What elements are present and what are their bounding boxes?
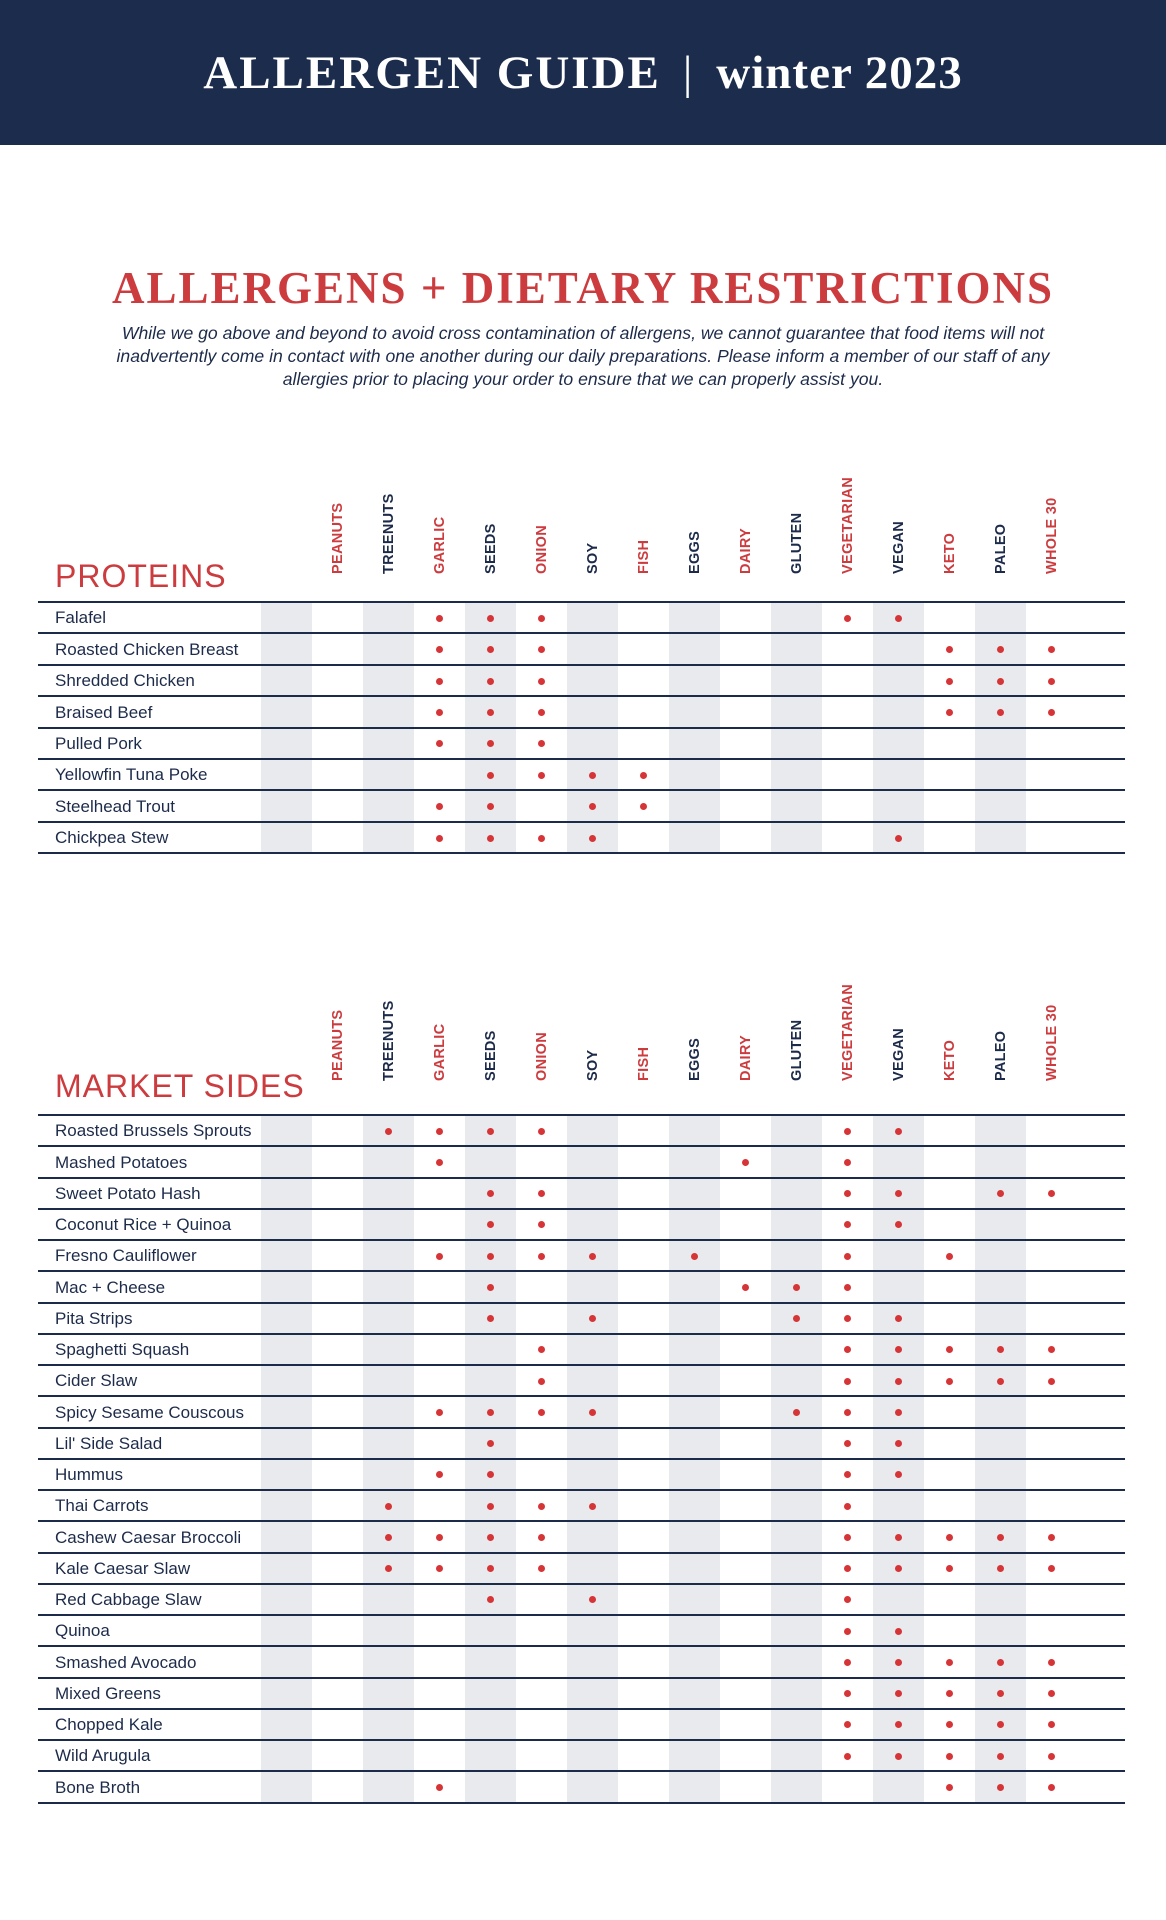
indicator-dot bbox=[844, 1503, 851, 1510]
column-header bbox=[580, 470, 606, 590]
indicator-dot bbox=[946, 678, 953, 685]
indicator-dot bbox=[487, 1128, 494, 1135]
indicator-dot bbox=[895, 1378, 902, 1385]
column-header bbox=[733, 470, 759, 590]
indicator-dot bbox=[538, 709, 545, 716]
indicator-dot bbox=[487, 678, 494, 685]
indicator-dot bbox=[742, 1159, 749, 1166]
indicator-dot bbox=[844, 1284, 851, 1291]
column-header bbox=[733, 977, 759, 1097]
column-header bbox=[376, 977, 402, 1097]
table-row bbox=[38, 603, 1125, 634]
column-header-label: TREENUTS bbox=[380, 493, 397, 574]
indicator-dot bbox=[895, 615, 902, 622]
indicator-dot bbox=[844, 1753, 851, 1760]
table-row bbox=[38, 1179, 1125, 1210]
indicator-dot bbox=[895, 1128, 902, 1135]
column-header-label: SEEDS bbox=[482, 523, 499, 574]
indicator-dot bbox=[589, 1503, 596, 1510]
table-row bbox=[38, 791, 1125, 822]
indicator-dot bbox=[487, 835, 494, 842]
table-row bbox=[38, 760, 1125, 791]
menu-item-name: Mashed Potatoes bbox=[55, 1152, 188, 1172]
menu-item-name: Roasted Brussels Sprouts bbox=[55, 1121, 252, 1141]
column-header bbox=[325, 977, 351, 1097]
menu-item-name: Chickpea Stew bbox=[55, 828, 169, 848]
column-header bbox=[1039, 470, 1065, 590]
column-header bbox=[784, 977, 810, 1097]
indicator-dot bbox=[385, 1503, 392, 1510]
menu-item-name: Coconut Rice + Quinoa bbox=[55, 1215, 232, 1234]
indicator-dot bbox=[589, 1253, 596, 1260]
indicator-dot bbox=[895, 1659, 902, 1666]
indicator-dot bbox=[946, 1378, 953, 1385]
column-header-label: VEGETARIAN bbox=[839, 477, 856, 574]
menu-item-name: Braised Beef bbox=[55, 702, 153, 722]
indicator-dot bbox=[436, 1534, 443, 1541]
indicator-dot bbox=[895, 1534, 902, 1541]
indicator-dot bbox=[538, 1378, 545, 1385]
column-header bbox=[682, 977, 708, 1097]
indicator-dot bbox=[538, 1503, 545, 1510]
column-header-label: ONION bbox=[533, 1031, 550, 1081]
table-row bbox=[38, 1397, 1125, 1428]
indicator-dot bbox=[436, 1409, 443, 1416]
indicator-dot bbox=[538, 1253, 545, 1260]
menu-item-name: Mixed Greens bbox=[55, 1683, 161, 1703]
column-header-label: DAIRY bbox=[737, 527, 754, 574]
table-row bbox=[38, 1272, 1125, 1303]
indicator-dot bbox=[538, 772, 545, 779]
indicator-dot bbox=[691, 1253, 698, 1260]
menu-item-name: Quinoa bbox=[55, 1621, 110, 1641]
column-header bbox=[631, 977, 657, 1097]
table-row bbox=[38, 1585, 1125, 1616]
indicator-dot bbox=[793, 1284, 800, 1291]
indicator-dot bbox=[997, 709, 1004, 716]
menu-item-name: Kale Caesar Slaw bbox=[55, 1558, 191, 1578]
indicator-dot bbox=[844, 1159, 851, 1166]
table-row bbox=[38, 1335, 1125, 1366]
indicator-dot bbox=[946, 1253, 953, 1260]
indicator-dot bbox=[946, 1753, 953, 1760]
indicator-dot bbox=[895, 1409, 902, 1416]
table-row bbox=[38, 1210, 1125, 1241]
column-header-label: FISH bbox=[635, 1046, 652, 1081]
header-banner bbox=[0, 0, 1166, 145]
indicator-dot bbox=[487, 709, 494, 716]
column-header-label: WHOLE 30 bbox=[1043, 1004, 1060, 1081]
column-header-label: TREENUTS bbox=[380, 1000, 397, 1081]
table-row bbox=[38, 634, 1125, 665]
table-row bbox=[38, 1491, 1125, 1522]
column-header bbox=[886, 470, 912, 590]
column-header bbox=[376, 470, 402, 590]
indicator-dot bbox=[997, 678, 1004, 685]
indicator-dot bbox=[538, 615, 545, 622]
column-header-label: FISH bbox=[635, 539, 652, 574]
table-row bbox=[38, 1616, 1125, 1647]
indicator-dot bbox=[385, 1534, 392, 1541]
table-row bbox=[38, 697, 1125, 728]
column-header-label: GLUTEN bbox=[788, 1019, 805, 1081]
menu-item-name: Yellowfin Tuna Poke bbox=[55, 765, 208, 785]
column-header bbox=[580, 977, 606, 1097]
indicator-dot bbox=[895, 1753, 902, 1760]
column-header-label: GLUTEN bbox=[788, 512, 805, 574]
column-header bbox=[682, 470, 708, 590]
indicator-dot bbox=[997, 1378, 1004, 1385]
table-row bbox=[38, 1647, 1125, 1678]
column-header-label: PALEO bbox=[992, 523, 1009, 574]
column-header bbox=[631, 470, 657, 590]
column-header-label: VEGAN bbox=[890, 1027, 907, 1081]
menu-item-name: Spaghetti Squash bbox=[55, 1340, 190, 1359]
guide-season: winter 2023 bbox=[716, 46, 963, 99]
column-header bbox=[478, 470, 504, 590]
indicator-dot bbox=[946, 1534, 953, 1541]
indicator-dot bbox=[844, 1253, 851, 1260]
column-header-label: ONION bbox=[533, 524, 550, 574]
indicator-dot bbox=[538, 678, 545, 685]
indicator-dot bbox=[487, 615, 494, 622]
column-header-label: EGGS bbox=[686, 1037, 703, 1081]
indicator-dot bbox=[793, 1409, 800, 1416]
indicator-dot bbox=[589, 835, 596, 842]
indicator-dot bbox=[844, 1534, 851, 1541]
menu-item-name: Red Cabbage Slaw bbox=[55, 1590, 202, 1609]
column-header-label: GARLIC bbox=[431, 1023, 448, 1081]
indicator-dot bbox=[997, 1784, 1004, 1791]
indicator-dot bbox=[844, 1409, 851, 1416]
menu-item-name: Chopped Kale bbox=[55, 1715, 163, 1734]
menu-item-name: Pulled Pork bbox=[55, 733, 142, 753]
indicator-dot bbox=[844, 1128, 851, 1135]
menu-item-name: Roasted Chicken Breast bbox=[55, 639, 239, 659]
indicator-dot bbox=[1048, 678, 1055, 685]
indicator-dot bbox=[997, 1534, 1004, 1541]
table-row bbox=[38, 1304, 1125, 1335]
indicator-dot bbox=[436, 709, 443, 716]
column-header-label: EGGS bbox=[686, 530, 703, 574]
table-row bbox=[38, 666, 1125, 697]
indicator-dot bbox=[742, 1284, 749, 1291]
menu-item-name: Steelhead Trout bbox=[55, 796, 176, 816]
column-header bbox=[1039, 977, 1065, 1097]
column-header-label: KETO bbox=[941, 532, 958, 574]
column-header-label: WHOLE 30 bbox=[1043, 497, 1060, 574]
menu-item-name: Mac + Cheese bbox=[55, 1277, 166, 1297]
table-row bbox=[38, 1147, 1125, 1178]
indicator-dot bbox=[1048, 1378, 1055, 1385]
menu-item-name: Falafel bbox=[55, 608, 107, 628]
menu-item-name: Fresno Cauliflower bbox=[55, 1246, 197, 1266]
column-header bbox=[427, 977, 453, 1097]
column-header bbox=[937, 470, 963, 590]
column-header bbox=[835, 977, 861, 1097]
column-header bbox=[427, 470, 453, 590]
indicator-dot bbox=[436, 1784, 443, 1791]
indicator-dot bbox=[487, 1284, 494, 1291]
indicator-dot bbox=[1048, 1659, 1055, 1666]
table-row bbox=[38, 1772, 1125, 1803]
column-header-label: GARLIC bbox=[431, 516, 448, 574]
column-header-label: PEANUTS bbox=[329, 1009, 346, 1081]
indicator-dot bbox=[844, 1628, 851, 1635]
menu-item-name: Wild Arugula bbox=[55, 1746, 151, 1766]
page-heading: ALLERGENS + DIETARY RESTRICTIONS bbox=[111, 263, 1055, 313]
guide-title-left: ALLERGEN GUIDE bbox=[203, 46, 661, 99]
table-row bbox=[38, 1116, 1125, 1147]
indicator-dot bbox=[1048, 1753, 1055, 1760]
indicator-dot bbox=[844, 1378, 851, 1385]
table-row bbox=[38, 729, 1125, 760]
table-row bbox=[38, 1522, 1125, 1553]
menu-item-name: Cider Slaw bbox=[55, 1371, 138, 1391]
guide-title bbox=[203, 46, 962, 100]
indicator-dot bbox=[436, 835, 443, 842]
table-row bbox=[38, 1429, 1125, 1460]
menu-item-name: Spicy Sesame Couscous bbox=[55, 1402, 244, 1422]
column-header bbox=[529, 977, 555, 1097]
menu-item-name: Sweet Potato Hash bbox=[55, 1183, 201, 1203]
column-header bbox=[988, 977, 1014, 1097]
indicator-dot bbox=[436, 1253, 443, 1260]
column-header bbox=[478, 977, 504, 1097]
table-row bbox=[38, 1554, 1125, 1585]
indicator-dot bbox=[1048, 709, 1055, 716]
indicator-dot bbox=[487, 1503, 494, 1510]
table-row bbox=[38, 823, 1125, 854]
indicator-dot bbox=[640, 772, 647, 779]
column-header-label: SOY bbox=[584, 1049, 601, 1081]
indicator-dot bbox=[895, 1628, 902, 1635]
indicator-dot bbox=[436, 1128, 443, 1135]
indicator-dot bbox=[487, 772, 494, 779]
column-header bbox=[529, 470, 555, 590]
indicator-dot bbox=[997, 1659, 1004, 1666]
column-header-label: PALEO bbox=[992, 1030, 1009, 1081]
column-header-label: DAIRY bbox=[737, 1034, 754, 1081]
indicator-dot bbox=[946, 1659, 953, 1666]
table-row bbox=[38, 1241, 1125, 1272]
column-header bbox=[988, 470, 1014, 590]
indicator-dot bbox=[1048, 1784, 1055, 1791]
intro-paragraph: While we go above and beyond to avoid cross contamination of allergens, we cannot guarantee that food items will not inadvertently come in contact with one another during our daily preparations. Please inform a member of our staff of any allergies prior to placing your order to ensure that we can properly assist you. bbox=[116, 323, 1050, 389]
menu-item-name: Hummus bbox=[55, 1465, 124, 1484]
indicator-dot bbox=[538, 1409, 545, 1416]
indicator-dot bbox=[997, 1753, 1004, 1760]
column-header bbox=[325, 470, 351, 590]
indicator-dot bbox=[844, 615, 851, 622]
column-header-label: VEGETARIAN bbox=[839, 984, 856, 1081]
section-title: MARKET SIDES bbox=[55, 1068, 305, 1104]
menu-item-name: Bone Broth bbox=[55, 1777, 141, 1797]
indicator-dot bbox=[538, 835, 545, 842]
indicator-dot bbox=[1048, 1534, 1055, 1541]
table-row bbox=[38, 1679, 1125, 1710]
table-row bbox=[38, 1741, 1125, 1772]
menu-item-name: Pita Strips bbox=[55, 1308, 133, 1328]
indicator-dot bbox=[385, 1128, 392, 1135]
indicator-dot bbox=[589, 1409, 596, 1416]
indicator-dot bbox=[946, 709, 953, 716]
table-row bbox=[38, 1710, 1125, 1741]
menu-item-name: Shredded Chicken bbox=[55, 671, 195, 691]
column-header-label: KETO bbox=[941, 1039, 958, 1081]
indicator-dot bbox=[487, 1253, 494, 1260]
column-header bbox=[784, 470, 810, 590]
column-header-label: SOY bbox=[584, 542, 601, 574]
indicator-dot bbox=[436, 678, 443, 685]
column-header bbox=[937, 977, 963, 1097]
column-header bbox=[886, 977, 912, 1097]
column-header-label: SEEDS bbox=[482, 1030, 499, 1081]
indicator-dot bbox=[436, 1159, 443, 1166]
indicator-dot bbox=[589, 772, 596, 779]
column-header-label: VEGAN bbox=[890, 520, 907, 574]
title-separator: | bbox=[682, 46, 695, 99]
indicator-dot bbox=[946, 1784, 953, 1791]
menu-item-name: Smashed Avocado bbox=[55, 1652, 197, 1672]
indicator-dot bbox=[538, 1128, 545, 1135]
table-row bbox=[38, 1460, 1125, 1491]
column-header-label: PEANUTS bbox=[329, 502, 346, 574]
indicator-dot bbox=[487, 1409, 494, 1416]
indicator-dot bbox=[844, 1659, 851, 1666]
column-header bbox=[835, 470, 861, 590]
indicator-dot bbox=[436, 615, 443, 622]
table-row bbox=[38, 1366, 1125, 1397]
indicator-dot bbox=[538, 1534, 545, 1541]
menu-item-name: Cashew Caesar Broccoli bbox=[55, 1527, 242, 1547]
section-title: PROTEINS bbox=[55, 558, 227, 594]
menu-item-name: Thai Carrots bbox=[55, 1496, 149, 1516]
indicator-dot bbox=[895, 835, 902, 842]
indicator-dot bbox=[487, 1534, 494, 1541]
menu-item-name: Lil' Side Salad bbox=[55, 1433, 163, 1453]
